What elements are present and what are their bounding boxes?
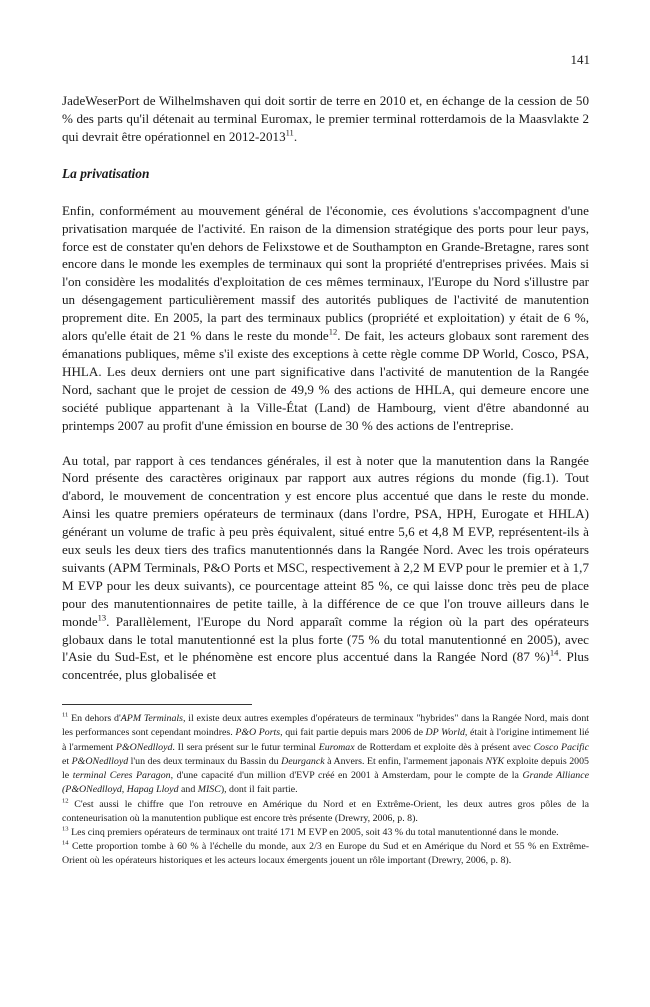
footnote-ref-12[interactable]: 12 xyxy=(328,326,338,337)
footnote-ref-13[interactable]: 13 xyxy=(97,612,107,623)
footnote-13: $^{13}$ Les cinq premiers opérateurs de terminaux ont traité 171 M EVP en 2005, soit 43 % du total manutentionné dans le monde. xyxy=(62,825,559,838)
main-text xyxy=(62,92,589,869)
footnote-11: $^{11}$ En dehors d'APM Terminals, il existe deux autres exemples d'opérateurs de terminaux "hybrides" dans la Rangée Nord, mais dont les performances sont cependant moindres. P&O Ports, qui fait partie depuis mars 2006 de DP World, était à l'origine intimement lié à l'armement P&ONedlloyd. Il sera présent sur le futur terminal Euromax de Rotterdam et exploite dès à présent avec Cosco Pacific et P&ONedlloyd l'un des deux terminaux du Bassin du Deurganck à Anvers. Et enfin, l'armement japonais NYK exploite depuis 2005 le terminal Ceres Paragon, d'une capacité d'un million d'EVP créé en 2001 à Amsterdam, pour le compte de la Grande Alliance (P&ONedlloyd, Hapag Lloyd and MISC), dont il fait partie. xyxy=(62,711,589,796)
page-number: 141 xyxy=(570,52,590,67)
paragraph-privatisation: Enfin, conformément au mouvement général de l'économie, ces évolutions s'accompagnent d'une privatisation marquée de l'activité. En raison de la dimension stratégique des ports pour leur pays, force est de constater qu'en dehors de Felixstowe et de Southampton en Grande-Bretagne, rares sont encore dans le monde les exemples de terminaux qui sont la propriété d'entreprises privées. Mais si l'on considère les modalités d'exploitation de ces mêmes terminaux, l'Europe du Nord s'illustre par un désengagement particulièrement massif des autorités publiques de l'activité de manutention proprement dite. En 2005, la part des terminaux publics (propriété et exploitation) y était de 6 %, alors qu'elle était de 21 % dans le reste du monde$^{12}$. De fait, les acteurs globaux sont rarement des émanations publiques, même s'il existe des exceptions à cette règle comme DP World, Cosco, PSA, HHLA. Les deux derniers ont une part significative dans l'activité de manutention de la Rangée Nord, sachant que le projet de cession de 49,9 % des actions de HHLA, qui demeure encore une société publique appartenant à la Ville-État (Land) de Hambourg, vient d'être abandonné au printemps 2007 au profit d'une émission en bourse de 30 % des actions de l'entreprise. xyxy=(62,202,589,433)
section-heading: La privatisation xyxy=(62,165,150,181)
paragraph-au-total: Au total, par rapport à ces tendances générales, il est à noter que la manutention dans la Rangée Nord présente des caractères originaux par rapport aux autres régions du monde (fig.1). Tout d'abord, le mouvement de concentration y est encore plus accentué que dans le reste du monde. Ainsi les quatre premiers opérateurs de terminaux (dans l'ordre, PSA, HPH, Eurogate et HHLA) générant un volume de trafic à peu près équivalent, situé entre 5,6 et 4,8 M EVP, représentent-ils à eux seuls les deux tiers des trafics manutentionnés dans la Rangée Nord. Avec les trois opérateurs suivants (APM Terminals, P&O Ports et MSC, respectivement à 2,2 M EVP pour le premier et à 1,7 M EVP pour les deux suivants), ce pourcentage atteint 85 %, ce qui laisse donc très peu de place pour des manutentionnaires de petite taille, à la différence de ce que l'on trouve ailleurs dans le monde$^{13}$. Parallèlement, l'Europe du Nord apparaît comme la région où la part des opérateurs globaux dans le total manutentionné est la plus forte (75 % du total manutentionné en 2005), avec l'Asie du Sud-Est, et le phénomène est encore plus accentué dans la Rangée Nord (87 %)$^{14}$. Plus concentrée, plus globalisée et xyxy=(62,452,590,683)
intro-paragraph: JadeWeserPort de Wilhelmshaven qui doit sortir de terre en 2010 et, en échange de la cession de 50 % des parts qu'il détenait au terminal Euromax, le premier terminal rotterdamois de la Maasvlakte 2 qui devrait être opérationnel en 2012-2013$^{11}$. xyxy=(62,93,589,144)
footnote-12: $^{12}$ C'est aussi le chiffre que l'on retrouve en Amérique du Nord et en Extrême-Orient, les deux autres gros pôles de la conteneurisation où la manutention publique est encore très présente (Drewry, 2006, p. 8). xyxy=(62,797,589,824)
footnote-ref-14[interactable]: 14 xyxy=(549,648,559,659)
footnote-ref-11[interactable]: 11 xyxy=(285,127,294,138)
footnote-14: $^{14}$ Cette proportion tombe à 60 % à l'échelle du monde, aux 2/3 en Europe du Sud et en Amérique du Nord et 55 % en Extrême-Orient où les opérateurs historiques et les acteurs locaux émergents jouent un rôle important (Drewry, 2006, p. 8). xyxy=(62,839,589,867)
footnote-separator xyxy=(62,704,252,705)
